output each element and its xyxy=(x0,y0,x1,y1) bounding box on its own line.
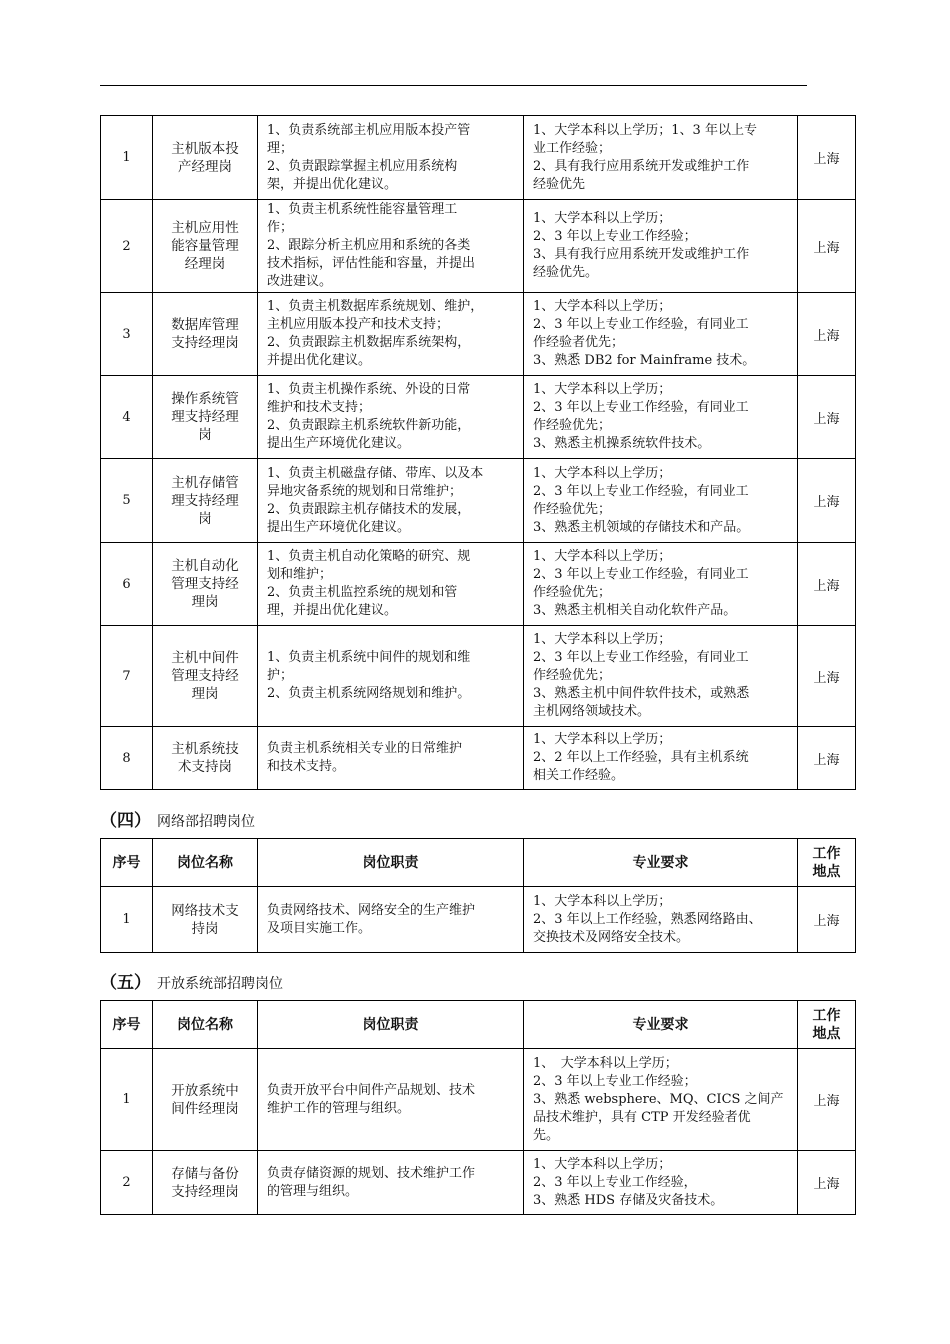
job-title xyxy=(153,376,258,459)
job-requirements-line: 3、具有我行应用系统开发或维护工作 xyxy=(533,247,750,262)
job-requirements-line: 2、3 年以上专业工作经验， xyxy=(533,1174,697,1190)
work-location: 上海 xyxy=(798,376,856,459)
row-number: 1 xyxy=(101,1049,153,1151)
job-duties-line: 提出生产环境优化建议。 xyxy=(267,436,411,451)
header-title: 岗位名称 xyxy=(153,1001,258,1049)
job-requirements-line: 1、大学本科以上学历； xyxy=(533,211,672,226)
job-duties-line: 1、负责主机系统中间件的规划和维 xyxy=(267,650,471,665)
job-requirements-line: 2、3 年以上工作经验，熟悉网络路由、 xyxy=(533,911,762,927)
job-title-line: 网络技术支 xyxy=(171,902,239,919)
job-requirements-line: 1、大学本科以上学历；1、3 年以上专 xyxy=(533,122,757,138)
work-location: 上海 xyxy=(798,200,856,293)
section-4-heading xyxy=(100,806,255,831)
job-duties-line: 2、负责跟踪主机存储技术的发展， xyxy=(267,501,471,517)
job-duties-line: 作； xyxy=(267,220,294,235)
job-requirements xyxy=(524,116,798,200)
header-duty: 岗位职责 xyxy=(258,839,524,887)
row-number: 1 xyxy=(101,116,153,200)
job-title xyxy=(153,727,258,790)
row-number: 4 xyxy=(101,376,153,459)
table-row xyxy=(101,1151,856,1215)
header-rule xyxy=(100,85,807,86)
job-requirements-line: 2、3 年以上专业工作经验； xyxy=(533,229,697,244)
job-requirements-line: 业工作经验； xyxy=(533,140,612,156)
job-requirements-line: 2、3 年以上专业工作经验，有同业工 xyxy=(533,567,749,582)
job-title-line: 理岗 xyxy=(191,594,219,610)
job-duties-line: 负责存储资源的规划、技术维护工作 xyxy=(267,1165,476,1181)
job-duties-line: 并提出优化建议。 xyxy=(267,353,372,368)
job-requirements-line: 作经验优先； xyxy=(533,668,612,683)
job-requirements-line: 2、3 年以上专业工作经验，有同业工 xyxy=(533,400,749,415)
job-title-line: 理支持经理 xyxy=(171,409,239,425)
job-duties-line: 1、负责系统部主机应用版本投产管 xyxy=(267,122,471,138)
job-duties-line: 2、负责主机系统网络规划和维护。 xyxy=(267,686,471,701)
job-duties xyxy=(258,459,524,543)
work-location: 上海 xyxy=(798,1049,856,1151)
job-duties-line: 理； xyxy=(267,140,294,156)
job-duties-line: 和技术支持。 xyxy=(267,759,346,774)
job-requirements-line: 相关工作经验。 xyxy=(533,768,625,783)
job-duties-line: 及项目实施工作。 xyxy=(267,920,372,936)
work-location: 上海 xyxy=(798,543,856,626)
job-requirements-line: 品技术维护，具有 CTP 开发经验者优 xyxy=(533,1109,751,1125)
job-requirements xyxy=(524,1049,798,1151)
work-location: 上海 xyxy=(798,116,856,200)
job-requirements xyxy=(524,376,798,459)
job-duties-line: 改进建议。 xyxy=(267,274,333,289)
job-title-line: 支持经理岗 xyxy=(171,335,239,351)
row-number: 5 xyxy=(101,459,153,543)
job-duties-line: 维护和技术支持； xyxy=(267,400,372,415)
job-duties-line: 护； xyxy=(267,668,294,683)
job-requirements-line: 作经验优先； xyxy=(533,501,612,517)
job-title xyxy=(153,1049,258,1151)
job-requirements-line: 主机网络领域技术。 xyxy=(533,704,651,719)
job-title-line: 能容量管理 xyxy=(171,238,239,254)
job-requirements-line: 3、熟悉 websphere、MQ、CICS 之间产 xyxy=(533,1091,784,1107)
work-location: 上海 xyxy=(798,1151,856,1215)
job-requirements-line: 2、3 年以上专业工作经验，有同业工 xyxy=(533,483,749,499)
job-title-line: 存储与备份 xyxy=(171,1165,239,1182)
job-duties xyxy=(258,543,524,626)
mainframe-jobs-table xyxy=(100,115,856,790)
header-loc: 工作 地点 xyxy=(798,1001,856,1049)
job-duties-line: 2、负责主机监控系统的规划和管 xyxy=(267,585,458,600)
job-title-line: 持岗 xyxy=(191,920,219,937)
open-systems-jobs-table xyxy=(100,1000,856,1215)
job-requirements-line: 1、大学本科以上学历； xyxy=(533,465,672,481)
job-requirements-line: 作经验者优先； xyxy=(533,335,625,350)
job-duties-line: 提出生产环境优化建议。 xyxy=(267,519,411,535)
table-row xyxy=(101,459,856,543)
job-title-line: 主机版本投 xyxy=(171,140,239,157)
header-no: 序号 xyxy=(101,1001,153,1049)
job-title-line: 管理支持经 xyxy=(171,576,239,592)
job-requirements-line: 交换技术及网络安全技术。 xyxy=(533,929,690,945)
job-title-line: 主机存储管 xyxy=(171,474,239,491)
table-row xyxy=(101,376,856,459)
row-number: 8 xyxy=(101,727,153,790)
job-duties-line: 负责主机系统相关专业的日常维护 xyxy=(267,741,463,756)
section-4-title: 网络部招聘岗位 xyxy=(157,814,255,830)
job-title xyxy=(153,293,258,376)
work-location: 上海 xyxy=(798,887,856,953)
job-duties-line: 理，并提出优化建议。 xyxy=(267,603,398,618)
header-no: 序号 xyxy=(101,839,153,887)
job-requirements xyxy=(524,200,798,293)
row-number: 7 xyxy=(101,626,153,727)
job-requirements-line: 3、熟悉 HDS 存储及灾备技术。 xyxy=(533,1192,724,1208)
job-title xyxy=(153,459,258,543)
job-title-line: 开放系统中 xyxy=(171,1082,239,1099)
job-title-line: 经理岗 xyxy=(184,256,226,272)
job-title xyxy=(153,200,258,293)
job-requirements-line: 2、2 年以上工作经验，具有主机系统 xyxy=(533,750,749,765)
work-location: 上海 xyxy=(798,727,856,790)
job-title-line: 间件经理岗 xyxy=(171,1100,239,1117)
job-duties xyxy=(258,116,524,200)
job-title-line: 理岗 xyxy=(191,686,219,702)
job-requirements xyxy=(524,459,798,543)
job-requirements-line: 1、大学本科以上学历； xyxy=(533,893,672,909)
job-title xyxy=(153,1151,258,1215)
job-title-line: 主机应用性 xyxy=(171,220,239,236)
job-title-line: 主机中间件 xyxy=(171,650,239,666)
job-requirements-line: 1、大学本科以上学历； xyxy=(533,632,672,647)
job-requirements xyxy=(524,293,798,376)
work-location: 上海 xyxy=(798,293,856,376)
job-title xyxy=(153,887,258,953)
job-requirements xyxy=(524,727,798,790)
job-duties-line: 2、跟踪分析主机应用和系统的各类 xyxy=(267,238,471,253)
header-title: 岗位名称 xyxy=(153,839,258,887)
job-title-line: 术支持岗 xyxy=(178,759,232,775)
job-duties-line: 2、负责跟踪掌握主机应用系统构 xyxy=(267,158,458,174)
job-title-line: 数据库管理 xyxy=(171,317,239,333)
job-title-line: 岗 xyxy=(198,427,212,443)
job-requirements-line: 1、大学本科以上学历； xyxy=(533,1156,672,1172)
table-header-row xyxy=(101,839,856,887)
job-duties xyxy=(258,727,524,790)
job-duties-line: 负责开放平台中间件产品规划、技术 xyxy=(267,1082,476,1098)
section-4-number: （四） xyxy=(100,811,151,831)
row-number: 3 xyxy=(101,293,153,376)
job-duties-line: 2、负责跟踪主机系统软件新功能， xyxy=(267,418,471,433)
job-duties xyxy=(258,376,524,459)
job-duties-line: 维护工作的管理与组织。 xyxy=(267,1100,411,1116)
job-requirements-line: 1、大学本科以上学历； xyxy=(533,549,672,564)
job-requirements xyxy=(524,626,798,727)
row-number: 2 xyxy=(101,1151,153,1215)
job-duties xyxy=(258,626,524,727)
job-requirements-line: 3、熟悉主机中间件软件技术，或熟悉 xyxy=(533,686,750,701)
job-title-line: 产经理岗 xyxy=(178,158,232,175)
job-duties-line: 架，并提出优化建议。 xyxy=(267,176,398,192)
job-duties-line: 2、负责跟踪主机数据库系统架构， xyxy=(267,335,471,350)
job-requirements-line: 2、3 年以上专业工作经验，有同业工 xyxy=(533,317,749,332)
job-duties xyxy=(258,1151,524,1215)
job-duties-line: 的管理与组织。 xyxy=(267,1183,359,1199)
row-number: 6 xyxy=(101,543,153,626)
job-title xyxy=(153,626,258,727)
header-req: 专业要求 xyxy=(524,839,798,887)
job-duties-line: 负责网络技术、网络安全的生产维护 xyxy=(267,902,476,918)
job-duties-line: 异地灾备系统的规划和日常维护； xyxy=(267,483,463,499)
network-jobs-table xyxy=(100,838,856,953)
job-requirements-line: 3、熟悉主机相关自动化软件产品。 xyxy=(533,603,737,618)
job-title-line: 支持经理岗 xyxy=(171,1183,239,1200)
job-duties xyxy=(258,1049,524,1151)
job-title-line: 管理支持经 xyxy=(171,668,239,684)
job-duties-line: 技术指标，评估性能和容量，并提出 xyxy=(267,256,476,271)
job-requirements-line: 3、熟悉 DB2 for Mainframe 技术。 xyxy=(533,353,756,368)
job-duties-line: 划和维护； xyxy=(267,567,333,582)
table-row xyxy=(101,626,856,727)
row-number: 1 xyxy=(101,887,153,953)
job-requirements-line: 2、3 年以上专业工作经验； xyxy=(533,1073,697,1089)
job-requirements-line: 1、 大学本科以上学历； xyxy=(533,1055,678,1071)
table-row xyxy=(101,727,856,790)
job-requirements-line: 3、熟悉主机操系统软件技术。 xyxy=(533,436,711,451)
job-title-line: 主机系统技 xyxy=(171,741,239,757)
table-row xyxy=(101,543,856,626)
job-duties-line: 1、负责主机系统性能容量管理工 xyxy=(267,202,458,217)
job-duties-line: 1、负责主机自动化策略的研究、规 xyxy=(267,549,471,564)
header-req: 专业要求 xyxy=(524,1001,798,1049)
section-5-number: （五） xyxy=(100,973,151,993)
job-requirements xyxy=(524,1151,798,1215)
job-title-line: 操作系统管 xyxy=(171,391,239,407)
job-requirements xyxy=(524,887,798,953)
job-requirements-line: 2、具有我行应用系统开发或维护工作 xyxy=(533,158,750,174)
section-5-heading xyxy=(100,968,283,993)
header-loc: 工作 地点 xyxy=(798,839,856,887)
job-duties-line: 1、负责主机数据库系统规划、维护， xyxy=(267,299,484,314)
job-requirements-line: 作经验优先； xyxy=(533,585,612,600)
job-requirements-line: 1、大学本科以上学历； xyxy=(533,299,672,314)
job-title xyxy=(153,543,258,626)
job-title-line: 理支持经理 xyxy=(171,492,239,509)
job-requirements-line: 1、大学本科以上学历； xyxy=(533,382,672,397)
job-requirements-line: 作经验优先； xyxy=(533,418,612,433)
job-title-line: 主机自动化 xyxy=(171,558,239,574)
table-row xyxy=(101,200,856,293)
job-requirements-line: 1、大学本科以上学历； xyxy=(533,732,672,747)
table-header-row xyxy=(101,1001,856,1049)
job-requirements-line: 经验优先 xyxy=(533,176,586,192)
job-duties xyxy=(258,200,524,293)
row-number: 2 xyxy=(101,200,153,293)
job-requirements-line: 先。 xyxy=(533,1127,560,1143)
job-requirements-line: 2、3 年以上专业工作经验，有同业工 xyxy=(533,650,749,665)
section-5-title: 开放系统部招聘岗位 xyxy=(157,976,283,992)
job-requirements-line: 3、熟悉主机领域的存储技术和产品。 xyxy=(533,519,750,535)
table-row xyxy=(101,887,856,953)
job-duties-line: 主机应用版本投产和技术支持； xyxy=(267,317,450,332)
job-title-line: 岗 xyxy=(198,510,212,527)
job-duties xyxy=(258,293,524,376)
table-row xyxy=(101,1049,856,1151)
job-title xyxy=(153,116,258,200)
job-requirements xyxy=(524,543,798,626)
job-duties-line: 1、负责主机磁盘存储、带库、以及本 xyxy=(267,465,484,481)
table-row xyxy=(101,293,856,376)
job-requirements-line: 经验优先。 xyxy=(533,265,599,280)
header-duty: 岗位职责 xyxy=(258,1001,524,1049)
job-duties-line: 1、负责主机操作系统、外设的日常 xyxy=(267,382,471,397)
work-location: 上海 xyxy=(798,459,856,543)
work-location: 上海 xyxy=(798,626,856,727)
job-duties xyxy=(258,887,524,953)
table-row xyxy=(101,116,856,200)
